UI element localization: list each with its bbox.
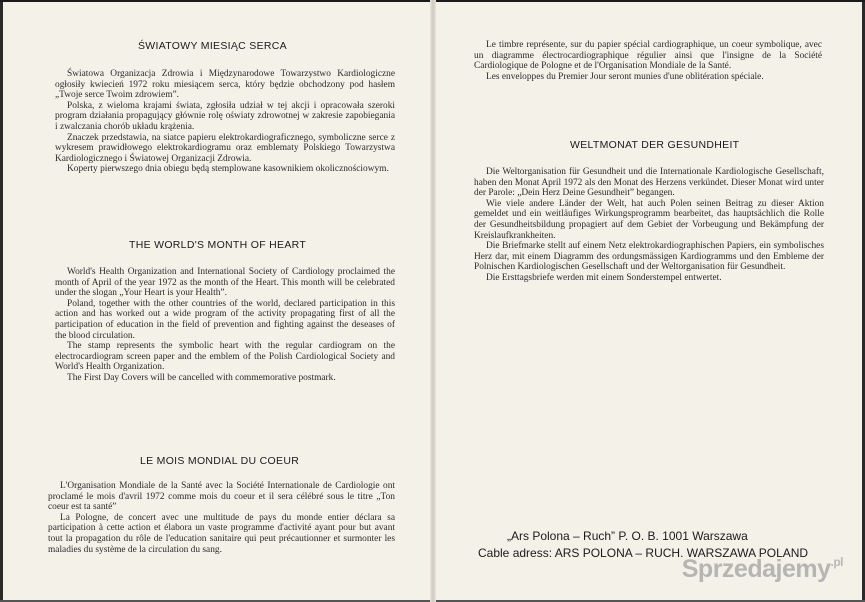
french-continued-paragraph: Les enveloppes du Premier Jour seront munies d'une oblitération spéciale. bbox=[486, 71, 764, 82]
french-text bbox=[48, 481, 395, 555]
german-text bbox=[474, 167, 824, 284]
english-paragraph: The stamp represents the symbolic heart with the regular cardiogram on the electrocardiogram screen paper and the emblem of the Polish Cardiological Society and World's Health Organization. bbox=[55, 341, 395, 373]
french-continued-paragraph: Le timbre représente, sur du papier spécial cardiographique, un coeur symbolique, avec un diagramme électrocardiographique régulier ainsi que l'insigne de la Société Cardiologique de Pologne et de l'Organisation Mondiale de la Santé. bbox=[474, 40, 822, 72]
polish-paragraph: Znaczek przedstawia, na siatce papieru elektrokardiograficznego, symboliczne serce z wykresem prawidłowego elektrokardiogramu oraz emblematy Polskiego Towarzystwa Kardiologicznego i Światowej Organizacji Zdrowia. bbox=[55, 132, 395, 164]
french-title: LE MOIS MONDIAL DU COEUR bbox=[140, 455, 300, 467]
publisher-address: „Ars Polona – Ruch” P. O. B. 1001 Warszawa bbox=[507, 529, 748, 543]
french-paragraph: L'Organisation Mondiale de la Santé avec la Société Internationale de Cardiologie ont proclamé le mois d'avril 1972 comme mois du coeur et il sera célébré sous le titre „Ton coeur est ta santé” bbox=[48, 481, 395, 513]
german-paragraph: Die Weltorganisation für Gesundheit und die Internationale Kardiologische Gesellschaft, haben den Monat April 1972 als den Monat des Herzens verkündet. Dieser Monat wird unter der Parole: „Dein Herz Deine Gesundheit” begangen. bbox=[474, 167, 824, 199]
english-text bbox=[55, 267, 395, 384]
french-paragraph: La Pologne, de concert avec une multitude de pays du monde entier déclara sa participation à cette action et élabora un vaste programme d'activité ayant pour but avant tout la propagation du rôle de l'education sanitaire qui peut précautionner et surmonter les maladies du système de la circulation du sang. bbox=[48, 512, 395, 555]
polish-paragraph: Koperty pierwszego dnia obiegu będą stemplowane kasownikiem okolicznościowym. bbox=[67, 164, 389, 175]
watermark-text: Sprzedajemy bbox=[681, 555, 831, 583]
english-paragraph: The First Day Covers will be cancelled with commemorative postmark. bbox=[67, 372, 336, 383]
english-paragraph: World's Health Organization and International Society of Cardiology proclaimed the month of April of the year 1972 as the month of the Heart. This month will be celebrated under the slogan „Your Heart is your Health”. bbox=[55, 267, 395, 299]
polish-paragraph: Światowa Organizacja Zdrowia i Międzynarodowe Towarzystwo Kardiologiczne ogłosiły kwiecień 1972 roku miesiącem serca, który będzie obchodzony pod hasłem „Twoje serce Twoim zdrowiem”. bbox=[55, 69, 395, 101]
english-paragraph: Poland, together with the other countries of the world, declared participation in this action and has worked out a wide program of the activity propagating first of all the participation of education in the field of prevention and fighting against the deseases of the blood circulation. bbox=[55, 298, 395, 341]
cable-address: Cable adress: ARS POLONA – RUCH. WARSZAWA POLAND bbox=[478, 546, 809, 560]
watermark-suffix: .pl bbox=[830, 555, 843, 569]
german-paragraph: Die Ersttagsbriefe werden mit einem Sonderstempel entwertet. bbox=[486, 272, 722, 283]
polish-text bbox=[55, 69, 395, 175]
french-continued-text bbox=[474, 40, 822, 82]
german-title: WELTMONAT DER GESUNDHEIT bbox=[570, 139, 740, 151]
german-paragraph: Die Briefmarke stellt auf einem Netz elektrokardiographischen Papiers, ein symbolisches Herz dar, mit einem Diagramm des ordungsmässigen Kardiogramms und den Embleme der Polnischen Kardiologischen Gesellschaft und der Weltorganisation für Gesundheit. bbox=[474, 241, 824, 273]
watermark bbox=[682, 555, 843, 584]
polish-paragraph: Polska, z wieloma krajami świata, zgłosiła udział w tej akcji i opracowała szeroki program działania propagujący głównie rolę oświaty zdrowotnej w zakresie zapobiegania i zwalczania chorób układu krążenia. bbox=[55, 100, 395, 132]
german-paragraph: Wie viele andere Länder der Welt, hat auch Polen seinen Beitrag zu dieser Aktion gemeldet und ein weitläufiges Wirkungsprogramm bearbeitet, das hauptsächlich die Rolle der Gesundheitsbildung propagiert auf dem Gebiet der Vorbeugung und Bekämpfung der Kreislaufkrankheiten. bbox=[474, 198, 824, 241]
left-edge bbox=[0, 0, 3, 602]
page-fold bbox=[430, 0, 436, 602]
polish-title: ŚWIATOWY MIESIĄC SERCA bbox=[138, 40, 287, 52]
english-title: THE WORLD'S MONTH OF HEART bbox=[129, 239, 307, 251]
